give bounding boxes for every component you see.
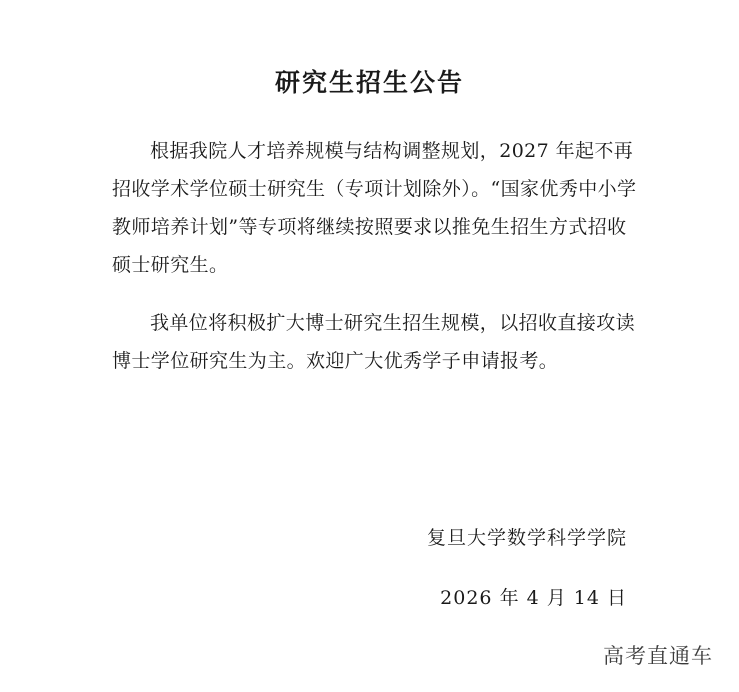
announcement-paragraph-1: 根据我院人才培养规模与结构调整规划，2027 年起不再招收学术学位硕士研究生（专项计划除外）。“国家优秀中小学教师培养计划”等专项将继续按照要求以推免生招生方式招收硕士研究生。 [112,140,637,276]
announcement-paragraph-2: 我单位将积极扩大博士研究生招生规模，以招收直接攻读博士学位研究生为主。欢迎广大优秀学子申请报考。 [112,312,636,372]
issuer-signature: 复旦大学数学科学学院 [426,527,627,549]
source-watermark: 高考直通车 [603,644,713,668]
issue-date: 2026 年 4 月 14 日 [440,587,627,609]
announcement-title: 研究生招生公告 [274,68,464,97]
announcement-body [112,132,642,380]
